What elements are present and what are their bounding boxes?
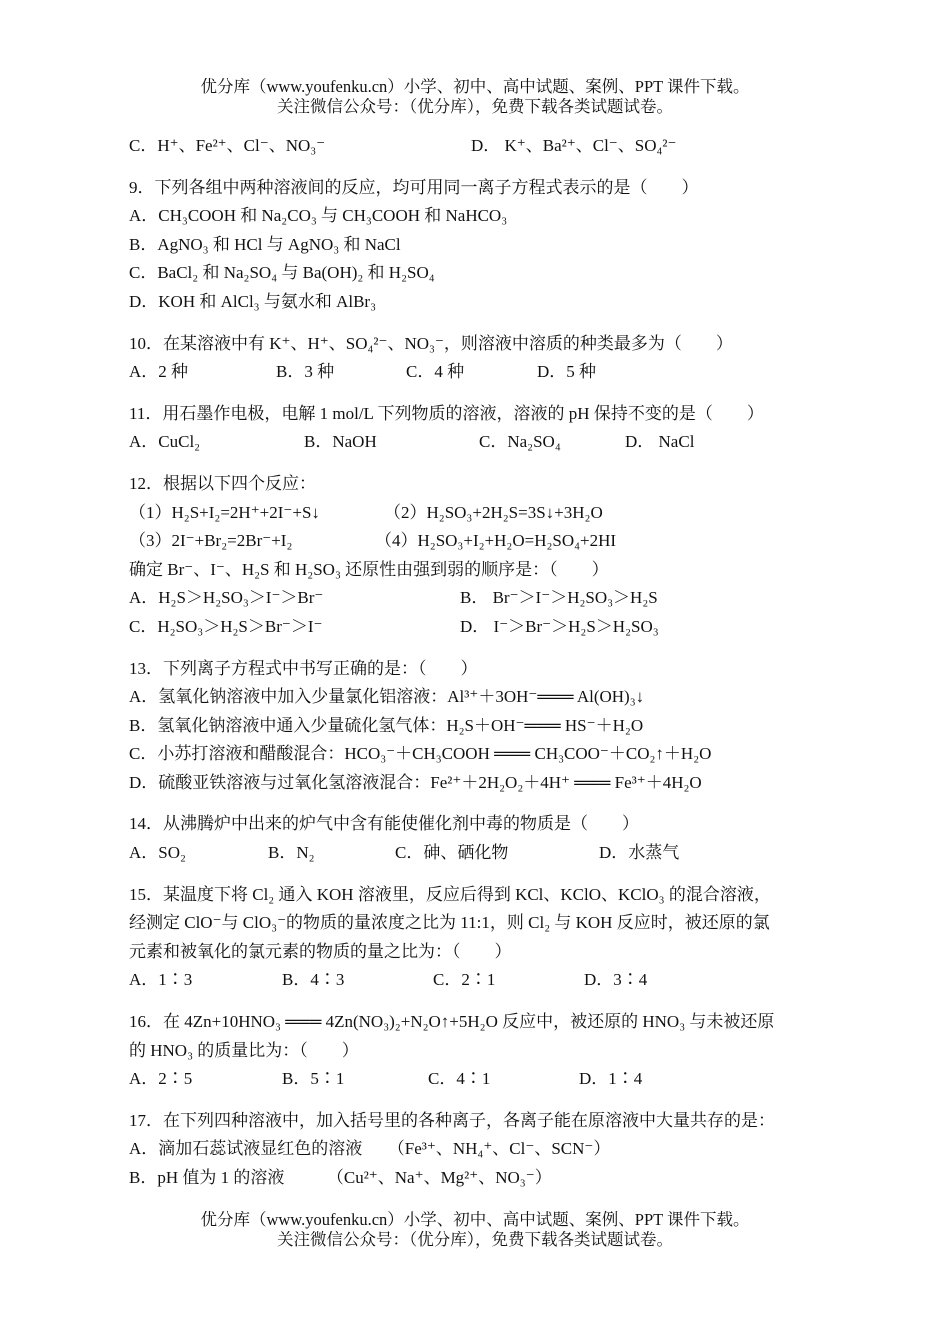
q10-option-b: B．3 种 bbox=[276, 362, 335, 382]
footer-line-1: 优分库（www.youfenku.cn）小学、初中、高中试题、案例、PPT 课件下载。 bbox=[200, 1210, 750, 1229]
q13-option-d: D．硫酸亚铁溶液与过氧化氢溶液混合：Fe²⁺＋2H₂O₂＋4H⁺ ═══ Fe³⁺＋4H₂O bbox=[129, 772, 702, 792]
q16-option-a: A．2∶5 bbox=[129, 1069, 193, 1089]
q15-option-a: A．1∶3 bbox=[129, 970, 193, 990]
q14-option-b: B．N₂ bbox=[268, 843, 315, 863]
question-16-line-2: 的 HNO₃ 的质量比为：（ ） bbox=[129, 1040, 359, 1060]
q14-option-d: D．水蒸气 bbox=[599, 843, 680, 863]
q16-option-d: D．1∶4 bbox=[579, 1069, 643, 1089]
q11-option-b: B．NaOH bbox=[304, 432, 377, 452]
question-9-stem: 9．下列各组中两种溶液间的反应，均可用同一离子方程式表示的是（ ） bbox=[129, 177, 699, 197]
footer-line-2: 关注微信公众号：（优分库），免费下载各类试题试卷。 bbox=[277, 1230, 673, 1249]
q16-option-c: C．4∶1 bbox=[428, 1069, 491, 1089]
q12-reactions-row-1 bbox=[129, 499, 859, 528]
question-12-stem: 12．根据以下四个反应： bbox=[129, 473, 316, 493]
q12-question: 确定 Br⁻、I⁻、H₂S 和 H₂SO₃ 还原性由强到弱的顺序是：（ ） bbox=[129, 559, 609, 579]
question-10-options bbox=[129, 358, 859, 387]
q9-option-c: C．BaCl₂ 和 Na₂SO₄ 与 Ba(OH)₂ 和 H₂SO₄ bbox=[129, 263, 435, 283]
question-15-line-1: 15．某温度下将 Cl₂ 通入 KOH 溶液里，反应后得到 KCl、KClO、KClO₃ 的混合溶液， bbox=[129, 884, 771, 904]
q11-option-c: C．Na₂SO₄ bbox=[479, 432, 561, 452]
question-13-stem: 13．下列离子方程式中书写正确的是：（ ） bbox=[129, 658, 478, 678]
q11-option-d: D． NaCl bbox=[625, 432, 695, 452]
q10-option-a: A．2 种 bbox=[129, 362, 189, 382]
question-15-line-3: 元素和被氧化的氯元素的物质的量之比为：（ ） bbox=[129, 941, 512, 961]
q10-option-c: C．4 种 bbox=[406, 362, 465, 382]
q12-options-row-2 bbox=[129, 613, 859, 642]
q12-option-d: D． I⁻＞Br⁻＞H₂S＞H₂SO₃ bbox=[460, 616, 659, 636]
question-11-stem: 11．用石墨作电极，电解 1 mol/L 下列物质的溶液，溶液的 pH 保持不变的是（ ） bbox=[129, 403, 764, 423]
q12-option-b: B． Br⁻＞I⁻＞H₂SO₃＞H₂S bbox=[460, 588, 658, 608]
q14-option-c: C．砷、硒化物 bbox=[395, 843, 509, 863]
header-line-2: 关注微信公众号：（优分库），免费下载各类试题试卷。 bbox=[277, 97, 673, 116]
question-15-options bbox=[129, 966, 859, 995]
question-8-options bbox=[129, 132, 859, 161]
question-11-options bbox=[129, 428, 859, 457]
page-footer bbox=[0, 1210, 950, 1250]
q12-reaction-2: （2）H₂SO₃+2H₂S=3S↓+3H₂O bbox=[384, 502, 603, 522]
q12-options-row-1 bbox=[129, 584, 859, 613]
header-line-1: 优分库（www.youfenku.cn）小学、初中、高中试题、案例、PPT 课件下载。 bbox=[200, 77, 750, 96]
question-10-stem: 10．在某溶液中有 K⁺、H⁺、SO₄²⁻、NO₃⁻，则溶液中溶质的种类最多为（ ） bbox=[129, 333, 733, 353]
q12-reactions-row-2 bbox=[129, 527, 859, 556]
page-header bbox=[0, 77, 950, 117]
q17-option-a: A．滴加石蕊试液显红色的溶液 （Fe³⁺、NH₄⁺、Cl⁻、SCN⁻） bbox=[129, 1139, 611, 1159]
question-16-options bbox=[129, 1065, 859, 1094]
q8-option-d: D． K⁺、Ba²⁺、Cl⁻、SO₄²⁻ bbox=[471, 136, 677, 155]
q15-option-b: B．4∶3 bbox=[282, 970, 345, 990]
q10-option-d: D．5 种 bbox=[537, 362, 597, 382]
q13-option-c: C．小苏打溶液和醋酸混合：HCO₃⁻＋CH₃COOH ═══ CH₃COO⁻＋CO₂↑＋H₂O bbox=[129, 744, 712, 764]
q11-option-a: A．CuCl₂ bbox=[129, 432, 201, 452]
q16-option-b: B．5∶1 bbox=[282, 1069, 345, 1089]
q15-option-d: D．3∶4 bbox=[584, 970, 648, 990]
q9-option-d: D．KOH 和 AlCl₃ 与氨水和 AlBr₃ bbox=[129, 291, 377, 311]
exam-content bbox=[129, 132, 859, 1193]
q12-reaction-3: （3）2I⁻+Br₂=2Br⁻+I₂ bbox=[129, 531, 293, 551]
q15-option-c: C．2∶1 bbox=[433, 970, 496, 990]
q12-reaction-1: （1）H₂S+I₂=2H⁺+2I⁻+S↓ bbox=[129, 502, 320, 522]
q12-reaction-4: （4）H₂SO₃+I₂+H₂O=H₂SO₄+2HI bbox=[375, 531, 617, 551]
q8-option-c: C．H⁺、Fe²⁺、Cl⁻、NO₃⁻ bbox=[129, 136, 326, 155]
question-14-stem: 14．从沸腾炉中出来的炉气中含有能使催化剂中毒的物质是（ ） bbox=[129, 814, 639, 834]
q12-option-a: A．H₂S＞H₂SO₃＞I⁻＞Br⁻ bbox=[129, 588, 324, 608]
question-16-line-1: 16．在 4Zn+10HNO₃ ═══ 4Zn(NO₃)₂+N₂O↑+5H₂O 反应中，被还原的 HNO₃ 与未被还原 bbox=[129, 1012, 775, 1032]
q17-option-b: B．pH 值为 1 的溶液 （Cu²⁺、Na⁺、Mg²⁺、NO₃⁻） bbox=[129, 1168, 552, 1187]
q13-option-b: B．氢氧化钠溶液中通入少量硫化氢气体：H₂S＋OH⁻═══ HS⁻＋H₂O bbox=[129, 715, 644, 735]
q13-option-a: A．氢氧化钠溶液中加入少量氯化铝溶液：Al³⁺＋3OH⁻═══ Al(OH)₃↓ bbox=[129, 687, 645, 707]
question-15-line-2: 经测定 ClO⁻与 ClO₃⁻的物质的量浓度之比为 11:1，则 Cl₂ 与 KOH 反应时，被还原的氯 bbox=[129, 913, 770, 933]
q9-option-b: B．AgNO₃ 和 HCl 与 AgNO₃ 和 NaCl bbox=[129, 234, 401, 254]
q9-option-a: A．CH₃COOH 和 Na₂CO₃ 与 CH₃COOH 和 NaHCO₃ bbox=[129, 206, 508, 226]
q14-option-a: A．SO₂ bbox=[129, 843, 186, 863]
question-17-stem: 17．在下列四种溶液中，加入括号里的各种离子，各离子能在原溶液中大量共存的是： bbox=[129, 1110, 775, 1130]
question-14-options bbox=[129, 839, 859, 868]
q12-option-c: C．H₂SO₃＞H₂S＞Br⁻＞I⁻ bbox=[129, 616, 323, 636]
